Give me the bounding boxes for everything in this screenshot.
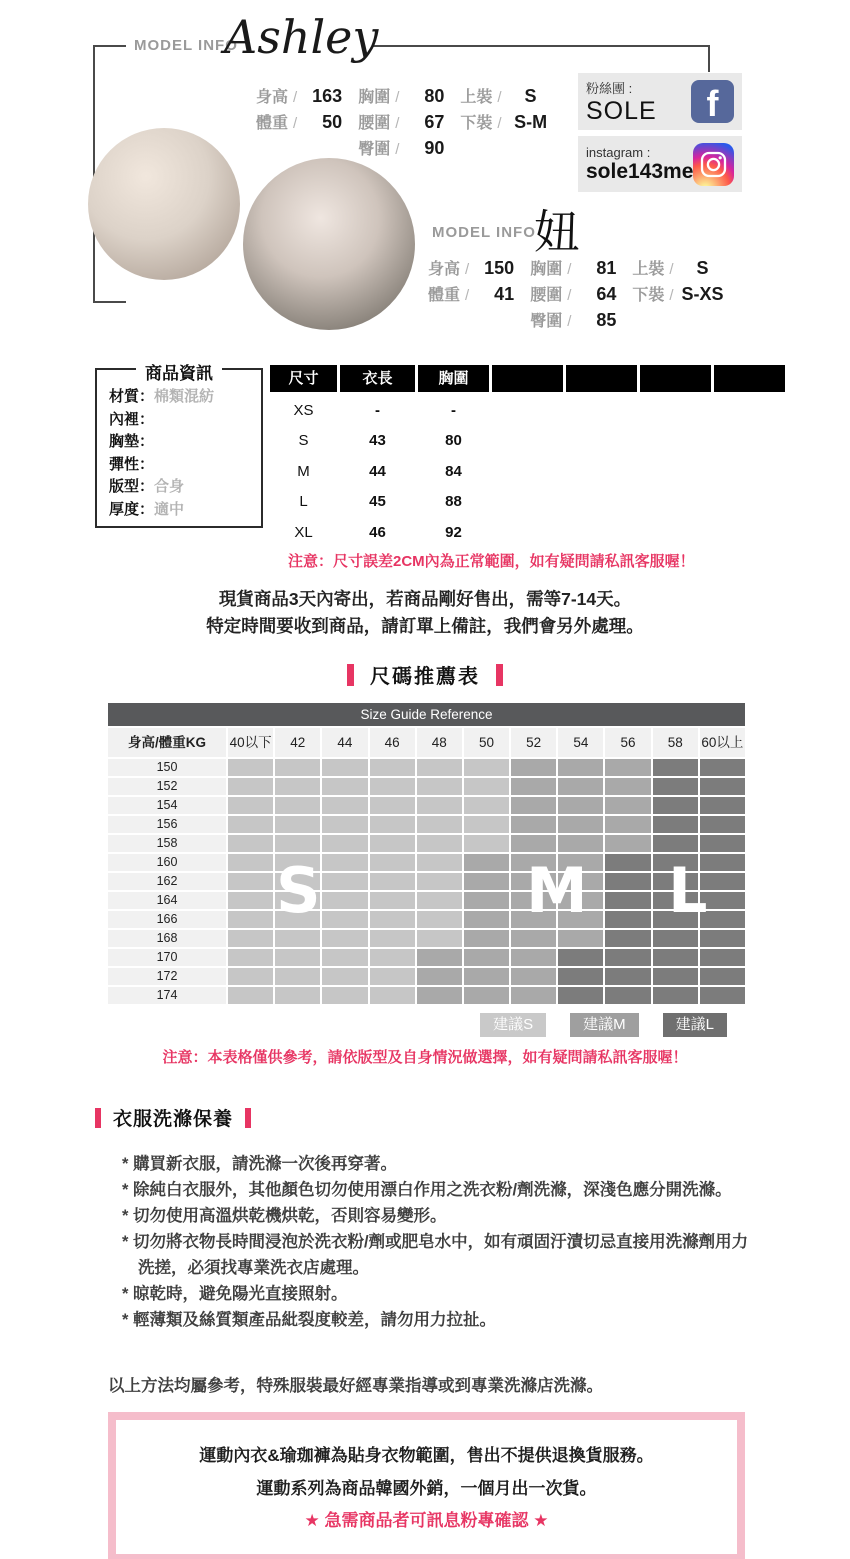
guide-size-cell (700, 778, 745, 795)
guide-size-cell (417, 987, 462, 1004)
guide-size-cell (464, 797, 509, 814)
guide-size-cell (511, 968, 556, 985)
guide-size-cell (558, 797, 603, 814)
guide-size-cell (653, 797, 698, 814)
guide-size-cell (511, 778, 556, 795)
guide-size-cell (700, 949, 745, 966)
product-info-row: 內裡： (109, 410, 155, 428)
guide-size-cell (605, 854, 650, 871)
guide-size-cell (464, 816, 509, 833)
guide-size-cell (417, 854, 462, 871)
care-item: * 購買新衣服，請洗滌一次後再穿著。 (122, 1155, 398, 1173)
guide-size-cell (275, 797, 320, 814)
guide-size-cell (228, 930, 273, 947)
facebook-page-name: SOLE (586, 96, 657, 125)
size-col-header: 胸圍 (418, 365, 489, 392)
guide-size-cell (417, 778, 462, 795)
product-info-rows (109, 386, 261, 521)
guide-size-cell (417, 816, 462, 833)
guide-size-cell (322, 816, 367, 833)
model1-name: Ashley (224, 10, 379, 64)
guide-weight-header: 52 (511, 728, 556, 757)
guide-height-label: 168 (108, 930, 226, 947)
care-section-title: 衣服洗滌保養 (113, 1109, 234, 1130)
guide-size-cell (464, 854, 509, 871)
guide-height-label: 170 (108, 949, 226, 966)
text-line: 運動系列為商品韓國外銷，一個月出一次貨。 (256, 1479, 597, 1498)
guide-size-cell (228, 854, 273, 871)
guide-weight-header: 42 (275, 728, 320, 757)
size-row: XL 46 92 (294, 523, 462, 541)
guide-size-cell (605, 835, 650, 852)
guide-size-cell (558, 759, 603, 776)
guide-size-cell (558, 930, 603, 947)
guide-size-cell (558, 968, 603, 985)
guide-size-cell (275, 816, 320, 833)
pink-bar-icon (95, 1108, 101, 1128)
facebook-icon[interactable]: f (691, 80, 734, 123)
guide-size-cell (464, 835, 509, 852)
guide-size-cell (322, 911, 367, 928)
guide-weight-header: 58 (653, 728, 698, 757)
guide-size-cell (275, 987, 320, 1004)
guide-size-cell (322, 797, 367, 814)
guide-size-cell (511, 759, 556, 776)
guide-height-label: 166 (108, 911, 226, 928)
guide-size-cell (464, 778, 509, 795)
guide-size-cell (370, 987, 415, 1004)
guide-size-cell (653, 930, 698, 947)
instagram-link-box[interactable] (578, 136, 742, 192)
guide-size-cell (464, 759, 509, 776)
return-policy-box (108, 1412, 745, 1559)
guide-size-cell (511, 949, 556, 966)
pink-bar-icon (245, 1108, 251, 1128)
guide-size-cell (511, 835, 556, 852)
guide-size-cell (464, 892, 509, 909)
size-spec-table (270, 365, 787, 571)
pink-bar-icon (347, 664, 354, 686)
size-guide-section-header (0, 660, 850, 689)
guide-size-cell (370, 930, 415, 947)
guide-size-cell (511, 797, 556, 814)
guide-size-cell (275, 968, 320, 985)
size-col-header: 尺寸 (270, 365, 337, 392)
size-row: L 45 88 (299, 493, 462, 511)
text-line: 現貨商品3天內寄出，若商品剛好售出，需等7-14天。 (218, 589, 632, 609)
model1-photo (88, 128, 240, 280)
model1-stats (256, 84, 555, 162)
guide-size-cell (700, 816, 745, 833)
model-stat: 臀圍 / 90 (358, 138, 445, 158)
guide-size-cell (558, 835, 603, 852)
guide-size-cell (464, 949, 509, 966)
model-stat: 臀圍 / 85 (530, 310, 617, 330)
size-col-header: 衣長 (340, 365, 415, 392)
guide-height-label: 164 (108, 892, 226, 909)
model-stat: 體重 / 50 (256, 112, 343, 132)
size-row: XS - - (293, 401, 456, 419)
guide-size-cell (511, 930, 556, 947)
size-guide-legend (108, 1013, 745, 1037)
model-stat: 腰圍 / 64 (530, 284, 617, 304)
guide-size-cell (370, 892, 415, 909)
guide-size-cell (322, 987, 367, 1004)
legend-badge: 建議S (480, 1013, 546, 1037)
guide-size-cell (464, 930, 509, 947)
model2-info-label: MODEL INFO (432, 224, 536, 241)
size-letter-L: L (668, 854, 708, 927)
legend-badge: 建議L (663, 1013, 727, 1037)
model-stat: 上裝 / S (460, 86, 537, 106)
guide-size-cell (700, 968, 745, 985)
size-col-header (714, 365, 785, 392)
size-col-header (492, 365, 563, 392)
product-info-row: 彈性： (109, 455, 155, 473)
guide-size-cell (700, 930, 745, 947)
product-info-title: 商品資訊 (136, 359, 222, 384)
policy-highlight: ★ 急需商品者可訊息粉專確認 ★ (304, 1511, 549, 1530)
size-guide-grid (108, 728, 745, 1004)
care-item: * 除純白衣服外，其他顏色切勿使用漂白作用之洗衣粉/劑洗滌，深淺色應分開洗滌。 (122, 1181, 732, 1199)
guide-size-cell (417, 835, 462, 852)
guide-size-cell (464, 987, 509, 1004)
guide-size-cell (228, 797, 273, 814)
size-guide-note: 注意：本表格僅供參考，請依版型及自身情況做選擇，如有疑問請私訊客服喔！ (162, 1049, 688, 1066)
care-instructions-list (122, 1151, 762, 1333)
size-row: S 43 80 (298, 432, 462, 450)
policy-lines (122, 1439, 731, 1505)
guide-size-cell (322, 835, 367, 852)
guide-height-label: 154 (108, 797, 226, 814)
guide-size-cell (228, 911, 273, 928)
guide-size-cell (275, 835, 320, 852)
facebook-label: 粉絲團 : (586, 80, 633, 96)
guide-height-label: 174 (108, 987, 226, 1004)
guide-size-cell (370, 873, 415, 890)
care-item: * 切勿將衣物長時間浸泡於洗衣粉/劑或肥皂水中，如有頑固汙漬切忌直接用洗滌劑用力洗搓，必須找專業洗衣店處理。 (122, 1233, 749, 1277)
instagram-icon[interactable] (693, 143, 734, 186)
size-spec-note: 注意：尺寸誤差2CM內為正常範圍，如有疑問請私訊客服喔！ (288, 552, 695, 570)
stat-column (256, 84, 342, 162)
guide-weight-header: 50 (464, 728, 509, 757)
model2-photo (243, 158, 415, 330)
guide-size-cell (228, 949, 273, 966)
size-guide-table (108, 703, 745, 1037)
guide-size-cell (228, 835, 273, 852)
guide-size-cell (228, 778, 273, 795)
guide-weight-header: 44 (322, 728, 367, 757)
guide-size-cell (370, 816, 415, 833)
model-stat: 下裝 / S-M (460, 112, 548, 132)
guide-size-cell (370, 759, 415, 776)
guide-size-cell (464, 911, 509, 928)
product-info-row: 版型：合身 (109, 478, 185, 495)
guide-size-cell (558, 816, 603, 833)
guide-size-cell (653, 759, 698, 776)
care-section-header (95, 1104, 251, 1131)
product-info-row: 材質：棉類混紡 (109, 388, 215, 405)
guide-size-cell (322, 854, 367, 871)
guide-weight-header: 40以下 (228, 728, 273, 757)
decorative-bracket-right (372, 45, 710, 72)
guide-size-cell (653, 835, 698, 852)
size-spec-header (270, 365, 787, 392)
guide-size-cell (417, 797, 462, 814)
product-info-row: 胸墊： (109, 433, 155, 450)
guide-size-cell (370, 778, 415, 795)
stat-column (460, 84, 554, 162)
text-line: 運動內衣&瑜珈褲為貼身衣物範圍，售出不提供退換貨服務。 (199, 1446, 654, 1465)
instagram-handle: sole143me (586, 159, 694, 183)
guide-size-cell (370, 854, 415, 871)
guide-size-cell (228, 892, 273, 909)
guide-height-label: 162 (108, 873, 226, 890)
guide-height-label: 152 (108, 778, 226, 795)
guide-size-cell (275, 778, 320, 795)
size-guide-title-bar: Size Guide Reference (108, 703, 745, 726)
size-guide-section-title: 尺碼推薦表 (370, 666, 480, 688)
guide-size-cell (605, 987, 650, 1004)
guide-size-cell (417, 873, 462, 890)
guide-size-cell (370, 797, 415, 814)
care-item: * 切勿使用高溫烘乾機烘乾，否則容易變形。 (122, 1207, 447, 1225)
guide-size-cell (605, 911, 650, 928)
model-stat: 腰圍 / 67 (358, 112, 445, 132)
size-col-header (566, 365, 637, 392)
guide-size-cell (228, 987, 273, 1004)
model-stat: 下裝 / S-XS (632, 284, 724, 304)
model-stat: 胸圍 / 81 (530, 258, 617, 278)
model2-name: 妞 (534, 205, 580, 259)
guide-size-cell (558, 949, 603, 966)
model-stat: 身高 / 150 (428, 258, 515, 278)
stat-column (428, 256, 514, 334)
guide-size-cell (558, 778, 603, 795)
guide-size-cell (464, 968, 509, 985)
guide-size-cell (653, 987, 698, 1004)
size-col-header (640, 365, 711, 392)
guide-size-cell (275, 949, 320, 966)
guide-size-cell (558, 987, 603, 1004)
guide-size-cell (605, 778, 650, 795)
guide-size-cell (228, 759, 273, 776)
size-letter-M: M (526, 854, 588, 927)
legend-badge: 建議M (570, 1013, 639, 1037)
guide-size-cell (275, 759, 320, 776)
stat-column (632, 256, 726, 334)
guide-weight-header: 48 (417, 728, 462, 757)
guide-size-cell (653, 778, 698, 795)
guide-size-cell (322, 949, 367, 966)
care-item: * 輕薄類及絲質類產品紕裂度較差，請勿用力拉扯。 (122, 1311, 497, 1329)
stat-column (530, 256, 616, 334)
guide-size-cell (417, 759, 462, 776)
guide-weight-header: 54 (558, 728, 603, 757)
guide-size-cell (653, 949, 698, 966)
guide-weight-header: 46 (370, 728, 415, 757)
guide-size-cell (370, 835, 415, 852)
facebook-link-box[interactable] (578, 73, 742, 130)
model-stat: 身高 / 163 (256, 86, 343, 106)
guide-size-cell (322, 873, 367, 890)
guide-size-cell (605, 797, 650, 814)
guide-size-cell (322, 968, 367, 985)
model-stat: 上裝 / S (632, 258, 709, 278)
guide-size-cell (417, 968, 462, 985)
model-stat: 胸圍 / 80 (358, 86, 445, 106)
guide-size-cell (228, 816, 273, 833)
size-spec-rows (270, 395, 787, 548)
guide-size-cell (322, 778, 367, 795)
guide-size-cell (605, 968, 650, 985)
guide-size-cell (605, 816, 650, 833)
guide-height-label: 156 (108, 816, 226, 833)
guide-size-cell (275, 930, 320, 947)
guide-size-cell (700, 835, 745, 852)
guide-size-cell (370, 968, 415, 985)
guide-size-cell (370, 911, 415, 928)
guide-size-cell (511, 987, 556, 1004)
guide-height-label: 160 (108, 854, 226, 871)
guide-size-cell (228, 968, 273, 985)
guide-size-cell (605, 892, 650, 909)
guide-size-cell (605, 873, 650, 890)
guide-size-cell (417, 911, 462, 928)
care-footer-note: 以上方法均屬參考，特殊服裝最好經專業指導或到專業洗滌店洗滌。 (108, 1377, 603, 1395)
guide-size-cell (700, 797, 745, 814)
guide-size-cell (700, 759, 745, 776)
stat-column (358, 84, 444, 162)
guide-size-cell (417, 930, 462, 947)
guide-size-cell (228, 873, 273, 890)
instagram-label: instagram : (586, 144, 651, 160)
product-info-box (95, 364, 263, 528)
guide-size-cell (322, 930, 367, 947)
pink-bar-icon (496, 664, 503, 686)
model1-info-label: MODEL INFO (134, 37, 238, 54)
guide-corner-label: 身高/體重KG (108, 728, 226, 757)
guide-size-cell (605, 930, 650, 947)
size-row: M 44 84 (297, 462, 462, 480)
guide-size-cell (322, 759, 367, 776)
size-letter-S: S (276, 854, 321, 927)
model2-stats (428, 256, 727, 334)
guide-size-cell (417, 949, 462, 966)
guide-size-cell (653, 816, 698, 833)
guide-height-label: 158 (108, 835, 226, 852)
guide-size-cell (605, 759, 650, 776)
guide-size-cell (653, 968, 698, 985)
guide-height-label: 172 (108, 968, 226, 985)
guide-weight-header: 56 (605, 728, 650, 757)
model-stat: 體重 / 41 (428, 284, 515, 304)
guide-size-cell (464, 873, 509, 890)
instagram-text (586, 145, 693, 184)
guide-size-cell (511, 816, 556, 833)
text-line: 特定時間要收到商品，請訂單上備註，我們會另外處理。 (206, 616, 644, 636)
facebook-text (586, 78, 657, 126)
guide-height-label: 150 (108, 759, 226, 776)
shipping-notice (0, 586, 850, 640)
guide-size-cell (605, 949, 650, 966)
guide-size-cell (322, 892, 367, 909)
guide-weight-header: 60以上 (700, 728, 745, 757)
guide-size-cell (370, 949, 415, 966)
guide-size-cell (417, 892, 462, 909)
product-info-row: 厚度：適中 (109, 500, 185, 518)
guide-size-cell (700, 987, 745, 1004)
care-item: * 晾乾時，避免陽光直接照射。 (122, 1285, 348, 1303)
